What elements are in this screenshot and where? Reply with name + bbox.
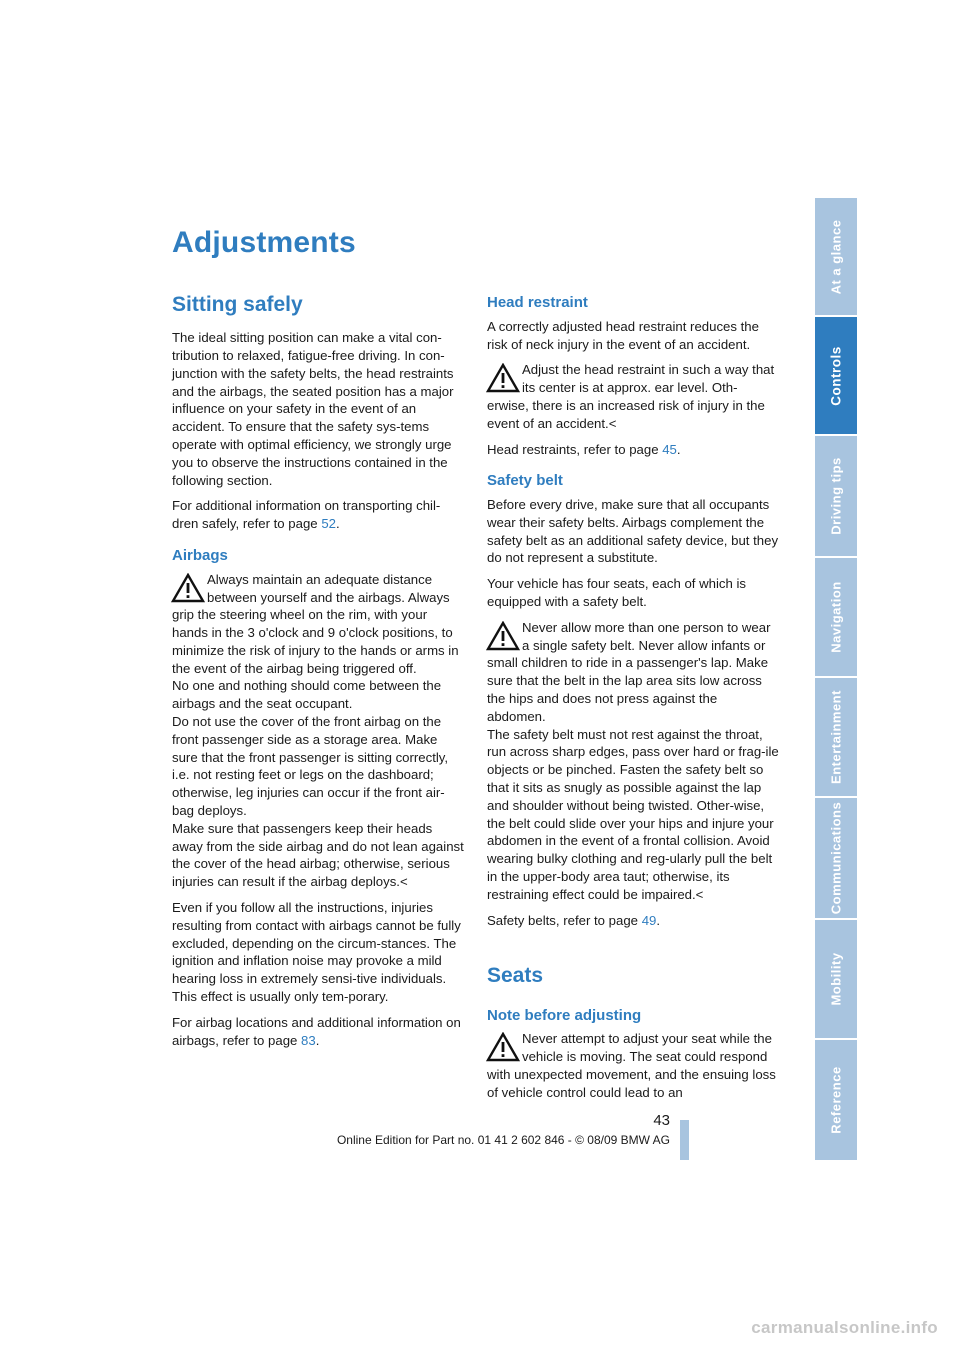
- airbags-ref-end: .: [315, 1032, 320, 1048]
- warning-triangle-icon: [171, 573, 205, 603]
- tab-navigation[interactable]: Navigation: [815, 558, 857, 676]
- safety-belt-seats-info: Your vehicle has four seats, each of which is equipped with a safety belt.: [487, 576, 747, 610]
- footer-edition: Online Edition for Part no. 01 41 2 602 846 - © 08/09 BMW AG: [336, 1133, 670, 1147]
- page-link-83[interactable]: 83: [301, 1032, 316, 1048]
- warning-triangle-icon: [486, 621, 520, 651]
- page-link-52[interactable]: 52: [321, 516, 336, 532]
- tab-driving-tips[interactable]: Driving tips: [815, 436, 857, 556]
- left-column: [172, 292, 464, 1057]
- page-link-49[interactable]: 49: [641, 912, 657, 928]
- head-restraint-ref-text: Head restraints, refer to page: [487, 441, 663, 457]
- tab-reference[interactable]: Reference: [815, 1040, 857, 1160]
- airbags-warning-p1: Always maintain an adequate distance between yourself and the airbags. Always grip the steering wheel on the rim, with your hands in the 3 o'clock and 9 o'clock positions, to minimize the risk of injury to the hands or arms in the event of the airbag being triggered off.: [172, 571, 459, 676]
- safety-belt-ref-text: Safety belts, refer to page: [487, 912, 642, 928]
- section-heading-seats: Seats: [487, 964, 544, 988]
- warning-triangle-icon: [486, 1032, 520, 1062]
- head-restraint-ref-end: .: [676, 441, 681, 457]
- airbags-warning: [172, 571, 464, 891]
- subheading-airbags: Airbags: [172, 546, 228, 564]
- page-number: 43: [653, 1112, 670, 1129]
- watermark: carmanualsonline.info: [751, 1318, 938, 1337]
- airbags-warning-p3: Do not use the cover of the front airbag on the front passenger side as a storage area. Make sure that the front passenger is sitting correctly, i.e. not resting feet or legs on the dashboard; otherwise, leg injuries can occur if the front air-bag deploys.: [172, 714, 449, 819]
- tab-entertainment[interactable]: Entertainment: [815, 678, 857, 796]
- page-marker: [680, 1120, 689, 1160]
- warning-triangle-icon: [486, 363, 520, 393]
- safety-belt-reference: [487, 912, 779, 930]
- tab-mobility[interactable]: Mobility: [815, 920, 857, 1038]
- seats-warning: [487, 1030, 779, 1101]
- head-restraint-warning: [487, 361, 779, 432]
- children-ref-text: For additional information on transporting chil-dren safely, refer to page: [172, 498, 441, 532]
- safety-belt-intro: Before every drive, make sure that all occupants wear their safety belts. Airbags complement the safety belt as an additional safety device, but they do not represent a substitute.: [487, 497, 779, 566]
- sitting-safely-intro: The ideal sitting position can make a vital con-tribution to relaxed, fatigue-free driving. In con-junction with the safety belts, the head restraints and the airbags, the seated position has a major influence on your safety in the event of an accident. To ensure that the safety sys-tems operate with optimal efficiency, we strongly urge you to observe the instructions contained in the following section.: [172, 330, 454, 488]
- safety-belt-ref-end: .: [656, 912, 661, 928]
- chapter-tabs: [815, 198, 857, 1160]
- airbags-reference: [172, 1014, 464, 1050]
- subheading-safety-belt: Safety belt: [487, 472, 563, 490]
- tab-controls[interactable]: Controls: [815, 317, 857, 434]
- head-restraint-warning-text: Adjust the head restraint in such a way that its center is at approx. ear level. Oth-erwise, there is an increased risk of injury in the event of an accident.<: [487, 362, 775, 431]
- right-column: [487, 294, 779, 1110]
- airbags-warning-p4: Make sure that passengers keep their heads away from the side airbag and do not lean against the cover of the head airbag; otherwise, serious injuries can result if the airbag deploys.<: [172, 820, 464, 890]
- safety-belt-warning: [487, 619, 779, 904]
- subheading-note-before-adjusting: Note before adjusting: [487, 1006, 642, 1024]
- airbags-paragraph: Even if you follow all the instructions, injuries resulting from contact with airbags cannot be fully excluded, depending on the circum-stances. The ignition and inflation noise may provoke a mild hearing loss in extremely sensi-tive individuals. This effect is usually only tem-porary.: [172, 900, 461, 1005]
- safety-belt-warning-p1: Never allow more than one person to wear a single safety belt. Never allow infants or small children to ride in a passenger's lap. Make sure that the belt in the lap area sits low across the hips and does not press against the abdomen.: [487, 619, 771, 724]
- section-heading-sitting-safely: Sitting safely: [172, 293, 303, 316]
- airbags-ref-text: For airbag locations and additional information on airbags, refer to page: [172, 1014, 461, 1048]
- seats-warning-text: Never attempt to adjust your seat while the vehicle is moving. The seat could respond with unexpected movement, and the ensuing loss of vehicle control could lead to an: [487, 1031, 776, 1100]
- children-reference: [172, 497, 464, 533]
- page-title: Adjustments: [172, 226, 356, 259]
- airbags-warning-p2: No one and nothing should come between the airbags and the seat occupant.: [172, 678, 442, 712]
- safety-belt-warning-p2: The safety belt must not rest against the throat, run across sharp edges, pass over hard or frag-ile objects or be pinched. Fasten the safety belt so that it sits as snugly as possible against the lap and shoulder without being twisted. Other-wise, the belt could slide over your hips and injure your abdomen in the event of a frontal collision. Avoid wearing bulky clothing and reg-ularly pull the belt in the upper-body area taut; otherwise, its restraining effect could be impaired.<: [487, 726, 779, 902]
- tab-at-a-glance[interactable]: At a glance: [815, 198, 857, 315]
- tab-communications[interactable]: Communications: [815, 798, 857, 918]
- subheading-head-restraint: Head restraint: [487, 294, 588, 311]
- children-ref-end: .: [335, 516, 340, 532]
- page-link-45[interactable]: 45: [662, 441, 677, 457]
- head-restraint-reference: [487, 441, 779, 459]
- head-restraint-intro: A correctly adjusted head restraint reduces the risk of neck injury in the event of an accident.: [487, 318, 759, 352]
